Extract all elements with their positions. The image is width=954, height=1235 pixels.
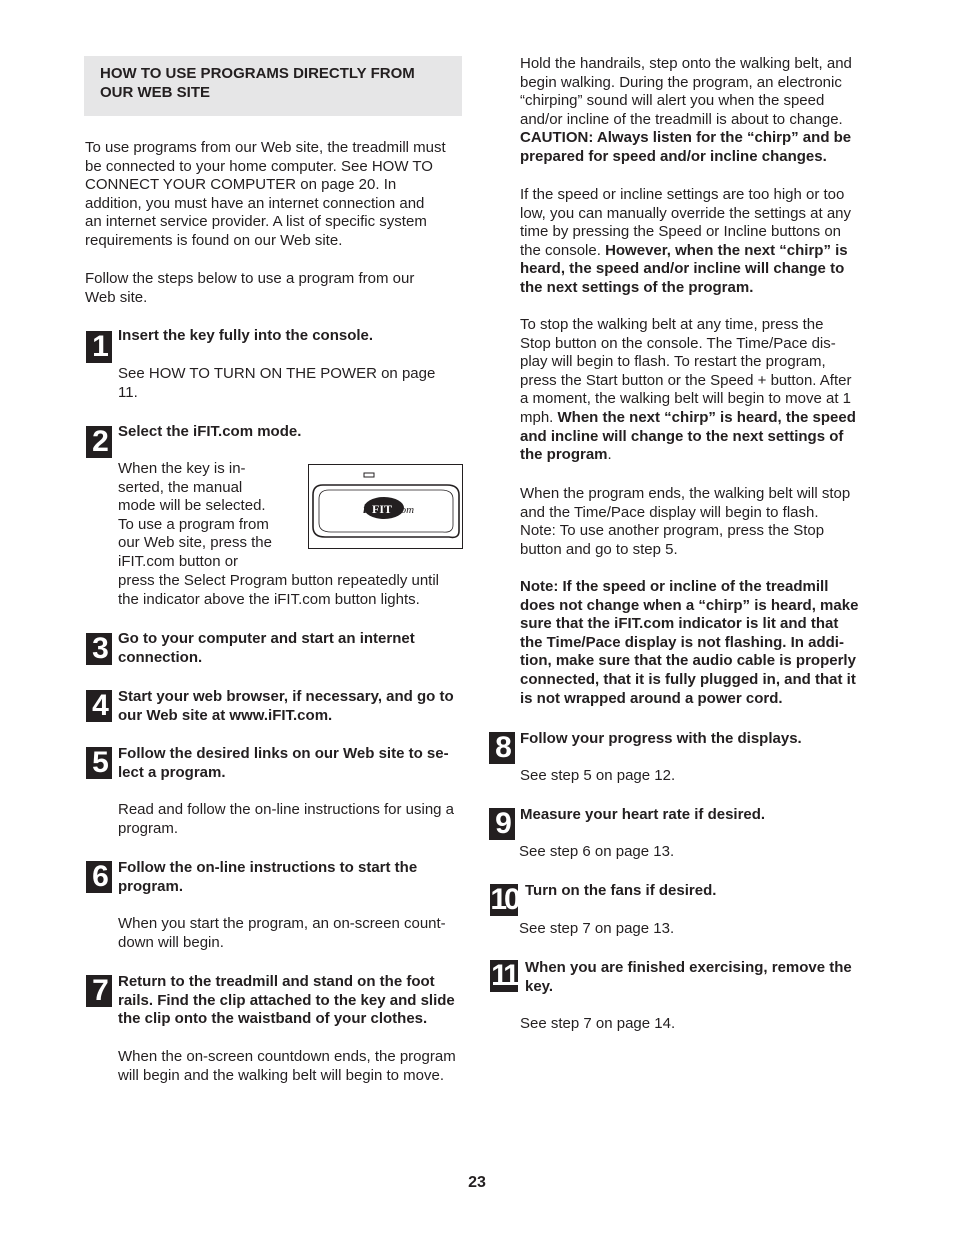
section-title: HOW TO USE PROGRAMS DIRECTLY FROM OUR WEB SITE	[100, 65, 415, 101]
step-6-heading: Follow the on-line instructions to start the program.	[118, 859, 418, 895]
step-8-heading: Follow your progress with the displays.	[520, 730, 802, 747]
step-6-body: When you start the program, an on-screen count- down will begin.	[118, 915, 446, 951]
step-number-9: 9	[489, 808, 515, 840]
step-7-heading: Return to the treadmill and stand on the foot rails. Find the clip attached to the key and slide the clip onto the waistband of your clothes.	[118, 973, 455, 1028]
step-number-8: 8	[489, 732, 515, 764]
ifit-indicator-light	[364, 473, 374, 477]
step-7-cont-p2-bold: However, when the next “chirp” is heard, the speed and/or incline will change to the next settings of the program.	[520, 241, 848, 296]
step-9-heading: Measure your heart rate if desired.	[520, 806, 766, 823]
step-10-heading: Turn on the fans if desired.	[525, 882, 717, 899]
step-number-3: 3	[86, 633, 112, 665]
step-7-cont-paragraph-3	[520, 316, 875, 465]
intro-paragraph-2: Follow the steps below to use a program from our Web site.	[85, 270, 415, 306]
step-number-1: 1	[86, 331, 112, 363]
step-1-heading: Insert the key fully into the console.	[118, 327, 374, 344]
step-11-heading: When you are finished exercising, remove the key.	[525, 959, 852, 995]
section-header	[84, 56, 462, 116]
ifit-logo-i: i	[363, 501, 367, 516]
step-7-cont-paragraph-2	[520, 186, 875, 298]
step-number-10: 10	[490, 882, 518, 916]
step-7-cont-note: Note: If the speed or incline of the treadmill does not change when a “chirp” is heard, make sure that the iFIT.com indicator is lit and that the Time/Pace display is not flashing. In addi- tion, make sure that the audio cable is properly connected, that it is fully plugged in, and that it is not wrapped around a power cord.	[520, 578, 859, 707]
step-number-5: 5	[86, 747, 112, 779]
console-illustration	[308, 464, 463, 549]
step-number-2: 2	[86, 426, 112, 458]
step-number-11: 11	[491, 958, 517, 992]
step-11-body: See step 7 on page 14.	[520, 1015, 676, 1032]
step-number-4: 4	[86, 690, 112, 722]
step-number-6: 6	[86, 861, 112, 893]
step-5-body: Read and follow the on-line instructions for using a program.	[118, 801, 455, 837]
step-5-heading: Follow the desired links on our Web site to se- lect a program.	[118, 745, 449, 781]
step-7-cont-p3-text: To stop the walking belt at any time, press the Stop button on the console. The Time/Pace dis- play will begin to flash. To restart the program, press the Start button or the Speed + button. After a moment, the walking belt will begin to move at 1 mph.	[520, 316, 852, 426]
step-number-7: 7	[86, 975, 112, 1007]
step-7-cont-p3-end: .	[607, 446, 612, 464]
step-7-cont-p2-text: If the speed or incline settings are too high or too low, you can manually override the settings at any time by pressing the Speed or Incline buttons on the console.	[520, 186, 852, 259]
step-7-body: When the on-screen countdown ends, the program will begin and the walking belt will begin to move.	[118, 1048, 456, 1084]
step-1-body: See HOW TO TURN ON THE POWER on page 11.	[118, 365, 436, 401]
step-2-body-wrap: When the key is in- serted, the manual mode will be selected. To use a program from our Web site, press the iFIT.com button or	[118, 460, 272, 570]
step-3-heading: Go to your computer and start an internet connection.	[118, 630, 415, 666]
ifit-logo-com: .com	[393, 504, 415, 516]
console-drawing	[309, 465, 461, 547]
step-10-body: See step 7 on page 13.	[519, 920, 675, 937]
step-4-heading: Start your web browser, if necessary, and go to our Web site at www.iFIT.com.	[118, 688, 454, 724]
step-7-cont-p1-text: Hold the handrails, step onto the walking belt, and begin walking. During the program, an electronic “chirping” sound will alert you when the speed and/or incline of the treadmill is about to change.	[520, 55, 852, 128]
step-7-cont-paragraph-4: When the program ends, the walking belt will stop and the Time/Pace display will begin to flash. Note: To use another program, press the Stop button and go to step 5.	[520, 485, 851, 558]
step-9-body: See step 6 on page 13.	[519, 843, 675, 860]
step-2-body-full: press the Select Program button repeatedly until the indicator above the iFIT.com button lights.	[118, 572, 440, 608]
step-7-cont-p3-bold: When the next “chirp” is heard, the speed and incline will change to the next settings of the program	[520, 408, 856, 464]
step-7-cont-paragraph-1	[520, 55, 875, 167]
ifit-logo-fit: FIT	[372, 502, 393, 516]
step-2-heading: Select the iFIT.com mode.	[118, 423, 302, 440]
page-number: 23	[468, 1174, 486, 1191]
step-8-body: See step 5 on page 12.	[520, 767, 676, 784]
step-7-cont-p1-caution: CAUTION: Always listen for the “chirp” and be prepared for speed and/or incline changes.	[520, 129, 852, 165]
intro-paragraph-1: To use programs from our Web site, the treadmill must be connected to your home computer. See HOW TO CONNECT YOUR COMPUTER on page 20. In addition, you must have an internet connection and an internet service provider. A list of specific system requirements is found on our Web site.	[85, 139, 446, 249]
